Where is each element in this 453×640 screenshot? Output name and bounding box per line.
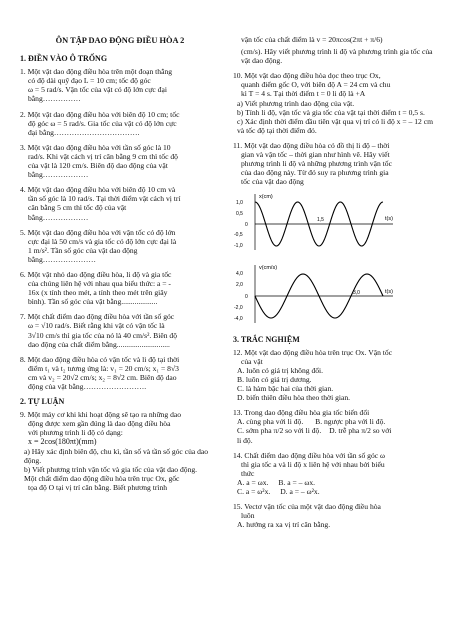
left-column [20,36,220,498]
y-tick-label: 0,5 [236,211,243,218]
question-11 [233,141,435,186]
q2-line: đại bằng……………………………. [28,127,140,137]
y-tick-label: 0 [245,293,248,300]
question-14 [233,451,435,496]
question-15 [233,502,435,529]
q4-line: bằng……………… [28,212,89,222]
question-8 [20,355,220,391]
q11-line: của dao động này. Từ đó suy ra phương trình gia [241,168,389,178]
q5-line: bằng………………… [28,254,96,264]
q1-line: có độ dài quỹ đạo L = 10 cm; tốc độ góc [28,76,151,86]
q9-continuation: (cm/s). Hãy viết phương trình li độ và phương trình gia tốc của vật dao động. [241,47,433,66]
y-axis-label: v(cm/s) [259,264,278,271]
q13-options-row1 [233,417,435,426]
q13-option-b: B. ngược pha với li độ. [315,417,386,427]
q14-option-b: B. a = – ωx. [278,477,316,487]
y-tick-label: 1,0 [236,200,243,207]
q13-stem: 13. Trong dao động điều hòa gia tốc biến đổi [233,408,370,418]
question-6 [20,270,220,306]
q13-option-c: C. sớm pha π/2 so với li độ. [237,426,322,436]
q10-part-c: c) Xác định thời điểm đầu tiên vật qua vị trí có li độ x = – 12 cm và tốc độ tại thời điểm đó. [237,116,433,135]
q11-line: 11. Một vật dao động điều hòa có đồ thị li độ – thời [233,140,390,150]
question-5 [20,228,220,264]
q4-line: tần số góc là 10 rad/s. Tại thời điểm vật cách vị trí [28,194,181,204]
q1-line: bằng…………… [28,94,81,104]
y-tick-label: 0 [245,222,248,229]
question-9 [20,410,220,492]
q14-line: thức [241,468,255,478]
q5-line: cực đại là 50 cm/s và gia tốc có độ lớn cực đại là [28,236,177,246]
q6-line: bình). Tần số góc của vật bằng................... [28,297,158,307]
page-title: ÔN TẬP DAO ĐỘNG ĐIỀU HÒA 2 [55,36,185,45]
question-7 [20,312,220,348]
q8-line: cm và v₂ = 20√2 cm/s; x₂ = 8√2 cm. Biên độ dao [28,372,177,382]
x-tick-label: 3,0 [353,289,360,296]
q9-tail-line: Một chất điểm dao động điều hòa trên trục Ox, gốc [24,473,180,483]
q9-equation: x = 2cos(180πt)(mm) [28,437,97,447]
q9-line: động được xem gần đúng là dao động điều hòa [28,419,171,429]
position-time-graph [233,190,403,254]
q12-option-b: B. luôn có giá trị dương. [237,374,312,384]
q8-line: động của vật bằng……………………. [28,382,147,391]
q7-line: dao động của chất điểm bằng............................ [28,339,170,349]
q13-option-a: A. cùng pha với li độ. [237,417,304,427]
q14-options-row1 [233,478,435,487]
q10-part-a: a) Viết phương trình dao động của vật. [237,98,355,108]
q12-line: 12. Một vật dao động điều hòa trên trục Ox. Vận tốc [233,347,393,357]
q14-options-row2 [233,487,435,496]
right-column [233,35,435,535]
q3-line: của vật là 120 cm/s. Biên độ dao động của vật [28,161,168,171]
question-3 [20,143,220,179]
x-axis-label: t(s) [385,288,393,295]
q9-line: với phương trình li độ có dạng: [28,428,123,438]
question-1 [20,67,220,103]
q4-line: cân bằng 5 cm thì tốc độ của vật [28,203,127,213]
q9-tail-line: tọa độ O tại vị trí cân bằng. Biết phương trình [28,482,168,492]
q10-line: kì T = 4 s. Tại thời điểm t = 0 li độ là +A [241,89,366,99]
q11-line: phương trình li độ và những phương trình vận tốc [241,159,392,169]
q13-tail: li độ. [237,435,253,445]
q15-line: 15. Vectơ vận tốc của một vật dao động điều hòa [233,502,381,512]
y-tick-label: -1,0 [234,243,243,250]
q9-part-a: a) Hãy xác định biên độ, chu kì, tần số và tần số góc của dao động. [24,446,209,465]
q12-option-c: C. là hàm bậc hai của thời gian. [237,384,334,394]
q1-line: ω = 5 rad/s. Vận tốc của vật có độ lớn cực đại [28,85,167,95]
q9-velocity-equation: vận tốc của chất điểm là v = 20πcos(2πt + π/6) [241,35,383,44]
q9-line: 9. Một máy cơ khi khi hoạt động sẽ tạo ra những dao [20,410,182,420]
question-2 [20,110,220,137]
q14-line: thì gia tốc a và li độ x liên hệ với nhau bởi biểu [241,459,385,469]
q13-option-d: D. trễ pha π/2 so với [329,426,392,436]
q11-line: gian và vận tốc – thời gian như hình vẽ. Hãy viết [241,150,390,160]
q10-line: 10. Một vật dao động điều hòa dọc theo trục Ox, [233,71,381,81]
q8-line: điểm t₁ và t₂ tương ứng là: v₁ = 20 cm/s; x₁ = 8√3 [28,363,179,373]
q10-part-b: b) Tính li độ, vận tốc và gia tốc của vật tại thời điểm t = 0,5 s. [237,107,425,117]
q14-option-a: A. a = ωx. [237,477,269,487]
y-tick-label: 2,0 [236,281,243,288]
q7-line: ω = √10 rad/s. Biết rằng khi vật có vận tốc là [28,321,165,331]
q8-line: 8. Một dao động điều hòa có vận tốc và li độ tại thời [20,354,180,364]
q12-option-d: D. biến thiên điều hòa theo thời gian. [237,393,351,403]
velocity-time-graph [233,261,403,327]
y-tick-label: -0,5 [234,232,243,239]
q15-line: luôn [241,511,255,521]
section-heading-multiple-choice: 3. TRẮC NGHIỆM [233,334,300,344]
q12-option-a: A. luôn có giá trị không đổi. [237,365,324,375]
y-axis-label: x(cm) [259,194,273,201]
y-tick-label: -4,0 [234,315,243,322]
q4-line: 4. Một vật dao động điều hòa với biên độ 10 cm và [20,185,176,195]
q15-option-a: A. hướng ra xa vị trí cân bằng. [237,520,331,530]
question-10 [233,71,435,135]
q3-line: bằng……………… [28,170,89,180]
q6-line: 16x (x tính theo mét, a tính theo mét trên giây [28,288,168,298]
q14-option-d: D. a = – ω²x. [280,487,320,496]
q2-line: 2. Một vật dao động điều hòa với biên độ 10 cm; tốc [20,109,180,119]
q3-line: 3. Một vật dao động điều hòa với tần số góc là 10 [20,142,171,152]
q9-part-b: b) Viết phương trình vận tốc và gia tốc của vật dao động. [24,464,198,474]
q5-line: 5. Một vật dao động điều hòa với vận tốc có độ lớn [20,227,176,237]
y-tick-label: -2,0 [234,304,243,311]
x-axis-label: t(s) [385,216,393,223]
section-heading-essay: 2. TỰ LUẬN [20,397,65,407]
q7-line: 7. Một chất điểm dao động điều hòa với tần số góc [20,312,175,322]
q14-option-c: C. a = ω²x. [237,487,271,496]
q6-line: 6. Một vật nhỏ dao động điều hòa, li độ và gia tốc [20,269,172,279]
q13-options-row2 [233,426,435,435]
x-tick-label: 1,5 [317,217,324,224]
q6-line: của chúng liên hệ với nhau qua biểu thức: a = - [28,279,171,289]
q7-line: 3√10 cm/s thì gia tốc của nó là 40 cm/s². Biên độ [28,330,178,340]
section-heading-fill-in: 1. ĐIỀN VÀO Ô TRỐNG [20,54,108,64]
question-12 [233,348,435,403]
q14-line: 14. Chất điểm dao động điều hòa với tần số góc ω [233,450,386,460]
q2-line: độ góc ω = 5 rad/s. Gia tốc của vật có độ lớn cực [28,118,177,128]
question-13 [233,408,435,444]
q3-line: rad/s. Khi vật cách vị trí cân bằng 9 cm thì tốc độ [28,151,178,161]
q11-line: tốc của vật dao động [241,177,304,187]
q5-line: 1 m/s². Tần số góc của vật dao động [28,245,138,255]
question-4 [20,185,220,221]
q1-line: 1. Một vật dao động điều hòa trên một đoạn thẳng [20,67,173,77]
q12-line: của vật [241,356,263,366]
y-tick-label: 4,0 [236,270,243,277]
q10-line: quanh điểm gốc O, với biên độ A = 24 cm và chu [241,80,391,90]
